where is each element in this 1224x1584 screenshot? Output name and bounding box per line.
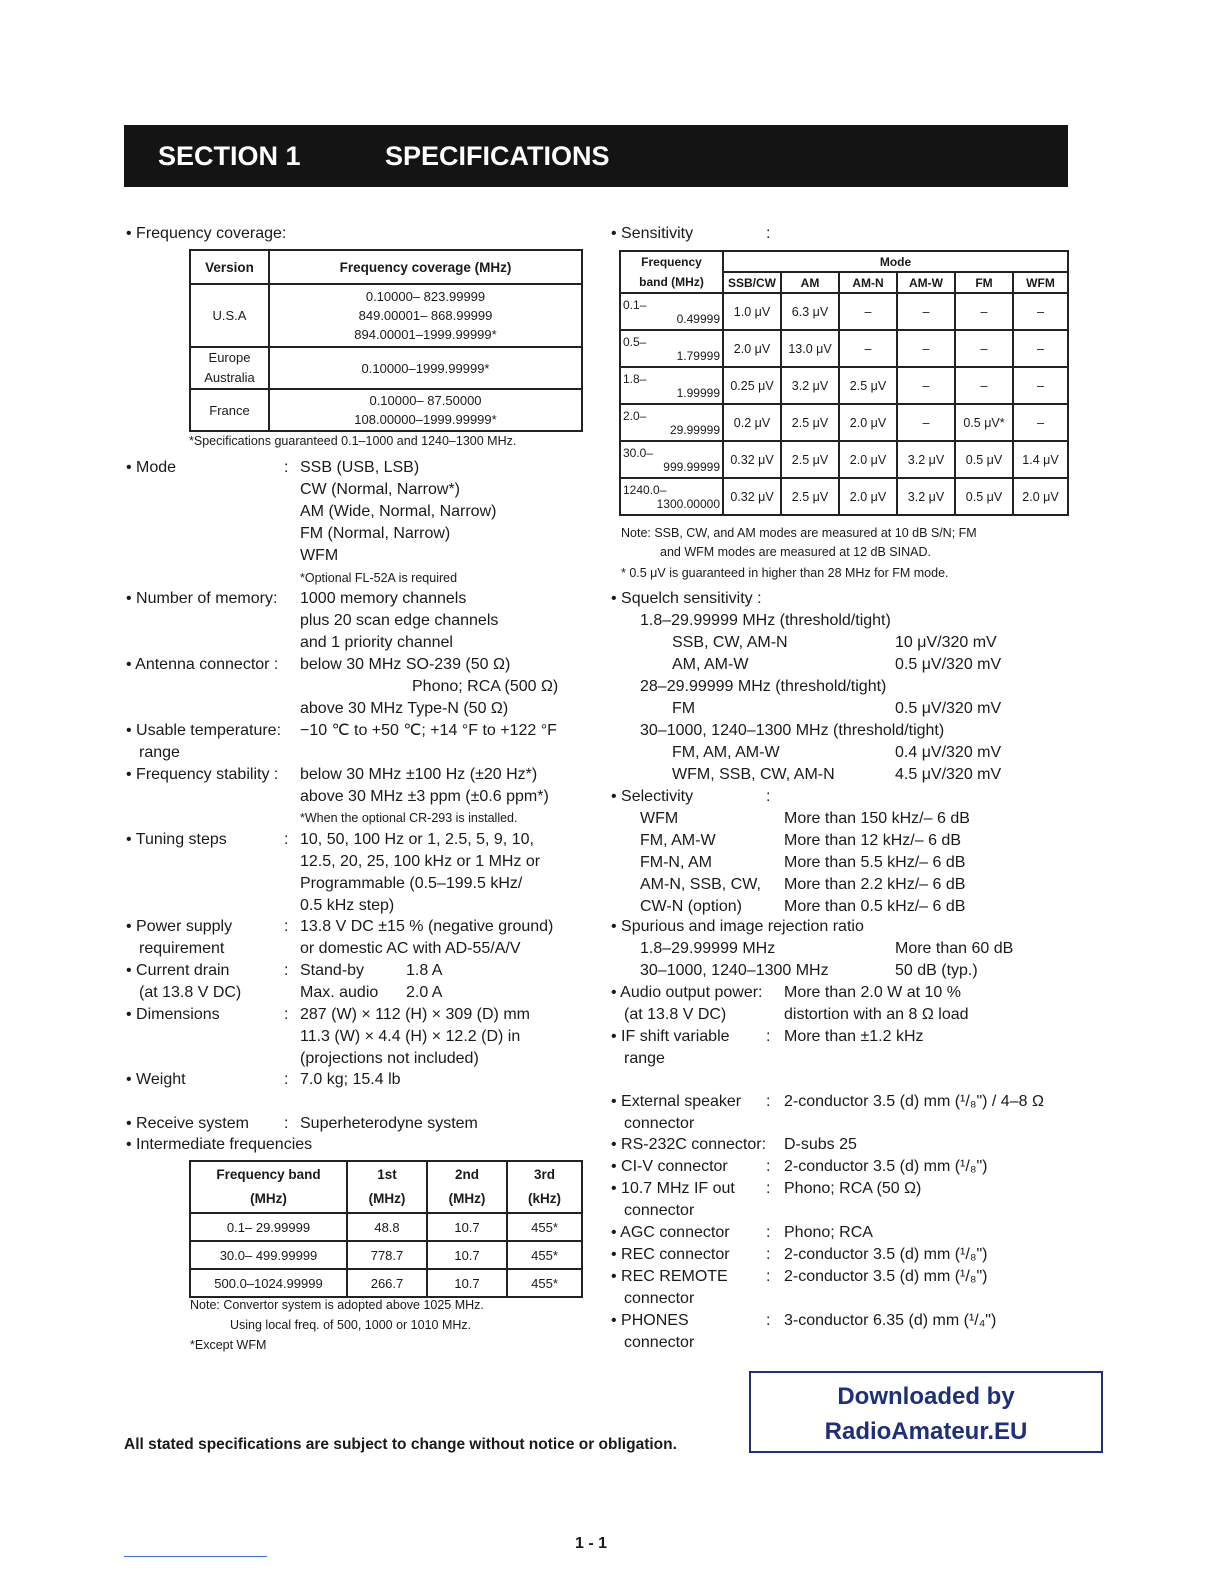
- coverage-line: 894.00001–1999.99999*: [354, 327, 497, 342]
- sensitivity-note-3: * 0.5 μV is guaranteed in higher than 28 MHz for FM mode.: [621, 566, 949, 580]
- colon: :: [284, 918, 289, 935]
- selectivity-value: More than 5.5 kHz/– 6 dB: [784, 854, 966, 871]
- selectivity-values: [784, 808, 970, 918]
- memory-label: • Number of memory:: [126, 590, 278, 607]
- table-cell: 500.0–1024.99999: [190, 1269, 347, 1297]
- weight-label: • Weight: [126, 1071, 186, 1088]
- selectivity-value: More than 150 kHz/– 6 dB: [784, 810, 970, 827]
- coverage-note: *Specifications guaranteed 0.1–1000 and 1240–1300 MHz.: [189, 434, 517, 448]
- temp-value: −10 ℃ to +50 ℃; +14 °F to +122 °F: [300, 722, 557, 739]
- rec-remote-label: • REC REMOTE: [611, 1268, 728, 1285]
- table-cell: 2.5 μV: [839, 367, 897, 404]
- table-cell: –: [839, 330, 897, 367]
- header-line: Frequency: [641, 255, 702, 269]
- cell-coverage: [269, 284, 582, 347]
- cell-version: France: [190, 389, 269, 431]
- drain-max: Max. audio: [300, 984, 379, 1001]
- header-unit: (MHz): [250, 1191, 287, 1206]
- if-note-3: *Except WFM: [190, 1338, 267, 1352]
- table-cell: 48.8: [347, 1213, 427, 1241]
- table-cell: 2.5 μV: [781, 478, 839, 515]
- band-bottom: 1300.00000: [656, 496, 720, 511]
- sensitivity-note-2: and WFM modes are measured at 12 dB SINAD.: [660, 545, 931, 559]
- spurious-value: More than 60 dB: [895, 940, 1014, 957]
- selectivity-label: • Selectivity: [611, 788, 694, 805]
- power-line: or domestic AC with AD-55/A/V: [300, 940, 521, 957]
- col-mode: AM-W: [897, 272, 955, 293]
- if-note-1: Note: Convertor system is adopted above 1025 MHz.: [190, 1298, 484, 1312]
- table-cell: 0.5 μV*: [955, 404, 1013, 441]
- table-cell: 2.0 μV: [839, 441, 897, 478]
- drain-label-2: (at 13.8 V DC): [139, 984, 242, 1001]
- download-site: RadioAmateur.EU: [824, 1418, 1028, 1445]
- memory-line: and 1 priority channel: [300, 634, 453, 651]
- table-cell: 3.2 μV: [897, 441, 955, 478]
- if107-value: Phono; RCA (50 Ω): [784, 1180, 922, 1197]
- freq-coverage-table: [189, 249, 583, 432]
- squelch-mode: AM, AM-W: [672, 656, 749, 673]
- download-line: Downloaded by: [837, 1383, 1015, 1410]
- civ-label: • CI-V connector: [611, 1158, 728, 1175]
- colon: :: [766, 1312, 771, 1329]
- band-top: 30.0–: [623, 445, 654, 460]
- squelch-group: 28–29.99999 MHz (threshold/tight): [640, 678, 887, 695]
- ext-speaker-label: • External speaker: [611, 1093, 742, 1110]
- rec-value: 2-conductor 3.5 (d) mm (¹/₈"): [784, 1246, 988, 1263]
- sensitivity-label: • Sensitivity: [611, 225, 694, 242]
- squelch-value: 0.5 μV/320 mV: [895, 656, 1002, 673]
- table-cell: 2.0 μV: [723, 330, 781, 367]
- band-top: 2.0–: [623, 408, 647, 423]
- mode-values: [300, 457, 496, 567]
- squelch-value: 0.4 μV/320 mV: [895, 744, 1002, 761]
- stability-values: [300, 764, 549, 808]
- tuning-line: 10, 50, 100 Hz or 1, 2.5, 5, 9, 10,: [300, 831, 534, 848]
- stability-line: above 30 MHz ±3 ppm (±0.6 ppm*): [300, 788, 549, 805]
- colon: :: [766, 1158, 771, 1175]
- colon: :: [766, 1180, 771, 1197]
- ifshift-label: • IF shift variable: [611, 1028, 730, 1045]
- band-bottom: 1.99999: [676, 385, 720, 400]
- table-cell: 10.7: [427, 1241, 507, 1269]
- colon: :: [284, 1115, 289, 1132]
- phones-value: 3-conductor 6.35 (d) mm (¹/₄"): [784, 1312, 997, 1329]
- colon: :: [766, 1246, 771, 1263]
- drain-standby: Stand-by: [300, 962, 365, 979]
- agc-label: • AGC connector: [611, 1224, 730, 1241]
- selectivity-modes: [640, 808, 761, 918]
- band-cell: [620, 441, 723, 478]
- band-top: 1240.0–: [623, 482, 667, 497]
- drain-standby-value: 1.8 A: [406, 962, 443, 979]
- power-label: • Power supply: [126, 918, 233, 935]
- band-top: 0.1–: [623, 297, 647, 312]
- table-cell: 1.0 μV: [723, 293, 781, 330]
- section-banner: [124, 125, 1068, 187]
- colon: :: [766, 1224, 771, 1241]
- table-cell: 0.5 μV: [955, 478, 1013, 515]
- temp-label: • Usable temperature:: [126, 722, 282, 739]
- table-cell: 1.4 μV: [1013, 441, 1068, 478]
- stability-line: below 30 MHz ±100 Hz (±20 Hz*): [300, 766, 538, 783]
- band-cell: [620, 367, 723, 404]
- selectivity-mode: AM-N, SSB, CW,: [640, 876, 761, 893]
- selectivity-mode: WFM: [640, 810, 679, 827]
- table-cell: –: [897, 330, 955, 367]
- colon: :: [766, 1028, 771, 1045]
- table-row: [620, 404, 1068, 441]
- ifshift-label-2: range: [624, 1050, 665, 1067]
- table-cell: –: [955, 367, 1013, 404]
- col-1st: [347, 1161, 427, 1213]
- colon: :: [284, 962, 289, 979]
- table-cell: 3.2 μV: [897, 478, 955, 515]
- receive-value: Superheterodyne system: [300, 1115, 478, 1132]
- antenna-line: below 30 MHz SO-239 (50 Ω): [300, 656, 511, 673]
- band-cell: [620, 404, 723, 441]
- table-cell: 2.5 μV: [781, 441, 839, 478]
- tuning-label: • Tuning steps: [126, 831, 227, 848]
- col-version: Version: [190, 250, 269, 284]
- dim-line: 11.3 (W) × 4.4 (H) × 12.2 (D) in: [300, 1028, 521, 1045]
- band-cell: [620, 293, 723, 330]
- memory-line: plus 20 scan edge channels: [300, 612, 499, 629]
- header-line: 1st: [377, 1167, 397, 1182]
- table-cell: –: [897, 404, 955, 441]
- rec-remote-value: 2-conductor 3.5 (d) mm (¹/₈"): [784, 1268, 988, 1285]
- if-note-2: Using local freq. of 500, 1000 or 1010 MHz.: [230, 1318, 472, 1332]
- cell-version: [190, 347, 269, 389]
- version-line: Australia: [204, 370, 255, 385]
- selectivity-value: More than 0.5 kHz/– 6 dB: [784, 898, 966, 915]
- col-mode: WFM: [1013, 272, 1068, 293]
- band-cell: [620, 478, 723, 515]
- coverage-line: 108.00000–1999.99999*: [354, 412, 497, 427]
- antenna-line: Phono; RCA (500 Ω): [412, 678, 559, 695]
- colon: :: [766, 1093, 771, 1110]
- col-coverage: Frequency coverage (MHz): [269, 250, 582, 284]
- table-cell: 0.25 μV: [723, 367, 781, 404]
- mode-line: WFM: [300, 547, 339, 564]
- dim-line: (projections not included): [300, 1050, 479, 1067]
- table-cell: 2.0 μV: [839, 404, 897, 441]
- colon: :: [284, 1071, 289, 1088]
- if-label: • Intermediate frequencies: [126, 1136, 313, 1153]
- table-row: [620, 478, 1068, 515]
- band-bottom: 1.79999: [676, 348, 720, 363]
- colon: :: [766, 225, 771, 242]
- table-cell: –: [897, 293, 955, 330]
- rec-remote-label-2: connector: [624, 1290, 695, 1307]
- header-line: 3rd: [533, 1167, 555, 1182]
- table-cell: –: [955, 330, 1013, 367]
- table-cell: –: [897, 367, 955, 404]
- table-row: [190, 1241, 582, 1269]
- table-cell: 266.7: [347, 1269, 427, 1297]
- drain-max-value: 2.0 A: [406, 984, 443, 1001]
- header-unit: (kHz): [528, 1191, 561, 1206]
- table-row: [620, 367, 1068, 404]
- table-cell: 0.2 μV: [723, 404, 781, 441]
- rs232-value: D-subs 25: [784, 1136, 857, 1153]
- mode-label: • Mode: [126, 459, 177, 476]
- mode-line: AM (Wide, Normal, Narrow): [300, 503, 497, 520]
- stability-label: • Frequency stability :: [126, 766, 279, 783]
- footer-rule: [124, 1556, 267, 1557]
- disclaimer: All stated specifications are subject to change without notice or obligation.: [124, 1436, 677, 1453]
- table-cell: 778.7: [347, 1241, 427, 1269]
- selectivity-value: More than 2.2 kHz/– 6 dB: [784, 876, 966, 893]
- page-title: SPECIFICATIONS: [385, 141, 610, 171]
- col-mode: AM: [781, 272, 839, 293]
- ext-speaker-value: 2-conductor 3.5 (d) mm (¹/₈") / 4–8 Ω: [784, 1093, 1044, 1110]
- colon: :: [284, 459, 289, 476]
- power-values: [300, 916, 553, 960]
- sensitivity-table: [619, 250, 1069, 516]
- squelch-value: 10 μV/320 mV: [895, 634, 997, 651]
- header-unit: (MHz): [448, 1191, 486, 1206]
- band-top: 1.8–: [623, 371, 647, 386]
- colon: :: [766, 788, 771, 805]
- stability-note: *When the optional CR-293 is installed.: [300, 811, 518, 825]
- col-mode: AM-N: [839, 272, 897, 293]
- memory-values: [300, 588, 498, 654]
- table-cell: 0.5 μV: [955, 441, 1013, 478]
- table-row: [620, 293, 1068, 330]
- mode-header: Mode: [723, 251, 1068, 272]
- rs232-label: • RS-232C connector:: [611, 1136, 767, 1153]
- squelch-value: 0.5 μV/320 mV: [895, 700, 1002, 717]
- receive-label: • Receive system: [126, 1115, 249, 1132]
- squelch-group: 30–1000, 1240–1300 MHz (threshold/tight): [640, 722, 945, 739]
- phones-label-2: connector: [624, 1334, 695, 1351]
- squelch-mode: FM, AM, AM-W: [672, 744, 780, 761]
- header-line: Frequency band: [216, 1167, 321, 1182]
- spurious-value: 50 dB (typ.): [895, 962, 978, 979]
- coverage-line: 849.00001– 868.99999: [358, 308, 493, 323]
- table-row: [620, 330, 1068, 367]
- table-cell: 0.32 μV: [723, 478, 781, 515]
- header-unit: (MHz): [368, 1191, 406, 1206]
- memory-line: 1000 memory channels: [300, 590, 467, 607]
- tuning-values: [300, 829, 540, 917]
- ext-speaker-label-2: connector: [624, 1115, 695, 1132]
- audio-label-2: (at 13.8 V DC): [624, 1006, 727, 1023]
- selectivity-mode: FM, AM-W: [640, 832, 716, 849]
- rec-label: • REC connector: [611, 1246, 730, 1263]
- table-cell: –: [839, 293, 897, 330]
- cell-coverage: [269, 389, 582, 431]
- table-cell: –: [955, 293, 1013, 330]
- table-cell: 30.0– 499.99999: [190, 1241, 347, 1269]
- table-cell: 10.7: [427, 1213, 507, 1241]
- band-bottom: 0.49999: [676, 311, 720, 326]
- table-cell: 0.32 μV: [723, 441, 781, 478]
- colon: :: [284, 1006, 289, 1023]
- mode-line: CW (Normal, Narrow*): [300, 481, 460, 498]
- mode-note: *Optional FL-52A is required: [300, 571, 458, 585]
- band-top: 0.5–: [623, 334, 647, 349]
- colon: :: [766, 1268, 771, 1285]
- dim-values: [300, 1004, 530, 1070]
- table-cell: 6.3 μV: [781, 293, 839, 330]
- colon: :: [284, 831, 289, 848]
- mode-line: FM (Normal, Narrow): [300, 525, 451, 542]
- if107-label: • 10.7 MHz IF out: [611, 1180, 735, 1197]
- audio-label: • Audio output power:: [611, 984, 763, 1001]
- power-line: 13.8 V DC ±15 % (negative ground): [300, 918, 554, 935]
- coverage-line: 0.10000– 87.50000: [369, 393, 482, 408]
- col-mode: FM: [955, 272, 1013, 293]
- spurious-label: • Spurious and image rejection ratio: [611, 918, 864, 935]
- tuning-line: 12.5, 20, 25, 100 kHz or 1 MHz or: [300, 853, 541, 870]
- weight-value: 7.0 kg; 15.4 lb: [300, 1071, 401, 1088]
- if-table: [189, 1160, 583, 1298]
- version-line: Europe: [208, 350, 251, 365]
- table-cell: 13.0 μV: [781, 330, 839, 367]
- squelch-mode: WFM, SSB, CW, AM-N: [672, 766, 835, 783]
- table-row: [620, 441, 1068, 478]
- power-label-2: requirement: [139, 940, 225, 957]
- agc-value: Phono; RCA: [784, 1224, 873, 1241]
- selectivity-value: More than 12 kHz/– 6 dB: [784, 832, 961, 849]
- header-line: band (MHz): [639, 275, 704, 289]
- table-row: [190, 1269, 582, 1297]
- download-stamp: [749, 1371, 1103, 1453]
- table-row: [190, 389, 582, 431]
- squelch-label: • Squelch sensitivity :: [611, 590, 762, 607]
- dim-label: • Dimensions: [126, 1006, 220, 1023]
- tuning-line: 0.5 kHz step): [300, 897, 395, 914]
- table-cell: 3.2 μV: [781, 367, 839, 404]
- table-cell: 2.5 μV: [781, 404, 839, 441]
- cell-coverage: 0.10000–1999.99999*: [269, 347, 582, 389]
- table-cell: –: [1013, 367, 1068, 404]
- table-row: [190, 1213, 582, 1241]
- sensitivity-note-1: Note: SSB, CW, and AM modes are measured at 10 dB S/N; FM: [621, 526, 977, 540]
- table-row: [190, 284, 582, 347]
- squelch-value: 4.5 μV/320 mV: [895, 766, 1002, 783]
- tuning-line: Programmable (0.5–199.5 kHz/: [300, 875, 523, 892]
- table-cell: 455*: [507, 1269, 582, 1297]
- antenna-line: above 30 MHz Type-N (50 Ω): [300, 700, 509, 717]
- header-line: 2nd: [454, 1167, 479, 1182]
- squelch-mode: FM: [672, 700, 696, 717]
- dim-line: 287 (W) × 112 (H) × 309 (D) mm: [300, 1006, 530, 1023]
- table-cell: –: [1013, 330, 1068, 367]
- col-band: [620, 251, 723, 293]
- ifshift-value: More than ±1.2 kHz: [784, 1028, 924, 1045]
- coverage-line: 0.10000– 823.99999: [365, 289, 486, 304]
- col-band: [190, 1161, 347, 1213]
- band-bottom: 999.99999: [663, 459, 720, 474]
- band-bottom: 29.99999: [669, 422, 720, 437]
- spurious-range: 30–1000, 1240–1300 MHz: [640, 962, 829, 979]
- table-row: [190, 347, 582, 389]
- temp-label-2: range: [139, 744, 180, 761]
- audio-value: More than 2.0 W at 10 %: [784, 984, 961, 1001]
- freq-coverage-label: • Frequency coverage:: [126, 225, 287, 242]
- table-cell: 2.0 μV: [1013, 478, 1068, 515]
- table-cell: 455*: [507, 1241, 582, 1269]
- if107-label-2: connector: [624, 1202, 695, 1219]
- squelch-group: 1.8–29.99999 MHz (threshold/tight): [640, 612, 891, 629]
- table-cell: 2.0 μV: [839, 478, 897, 515]
- band-cell: [620, 330, 723, 367]
- mode-line: SSB (USB, LSB): [300, 459, 420, 476]
- cell-version: U.S.A: [190, 284, 269, 347]
- civ-value: 2-conductor 3.5 (d) mm (¹/₈"): [784, 1158, 988, 1175]
- spurious-range: 1.8–29.99999 MHz: [640, 940, 776, 957]
- table-cell: –: [1013, 404, 1068, 441]
- table-cell: 455*: [507, 1213, 582, 1241]
- selectivity-mode: FM-N, AM: [640, 854, 712, 871]
- col-mode: SSB/CW: [723, 272, 781, 293]
- col-2nd: [427, 1161, 507, 1213]
- antenna-label: • Antenna connector :: [126, 656, 279, 673]
- drain-label: • Current drain: [126, 962, 230, 979]
- squelch-mode: SSB, CW, AM-N: [672, 634, 788, 651]
- page-number: 1 - 1: [575, 1535, 608, 1552]
- section-number: SECTION 1: [158, 141, 301, 171]
- col-3rd: [507, 1161, 582, 1213]
- selectivity-mode: CW-N (option): [640, 898, 742, 915]
- phones-label: • PHONES: [611, 1312, 689, 1329]
- table-cell: 0.1– 29.99999: [190, 1213, 347, 1241]
- audio-value: distortion with an 8 Ω load: [784, 1006, 969, 1023]
- table-cell: 10.7: [427, 1269, 507, 1297]
- table-cell: –: [1013, 293, 1068, 330]
